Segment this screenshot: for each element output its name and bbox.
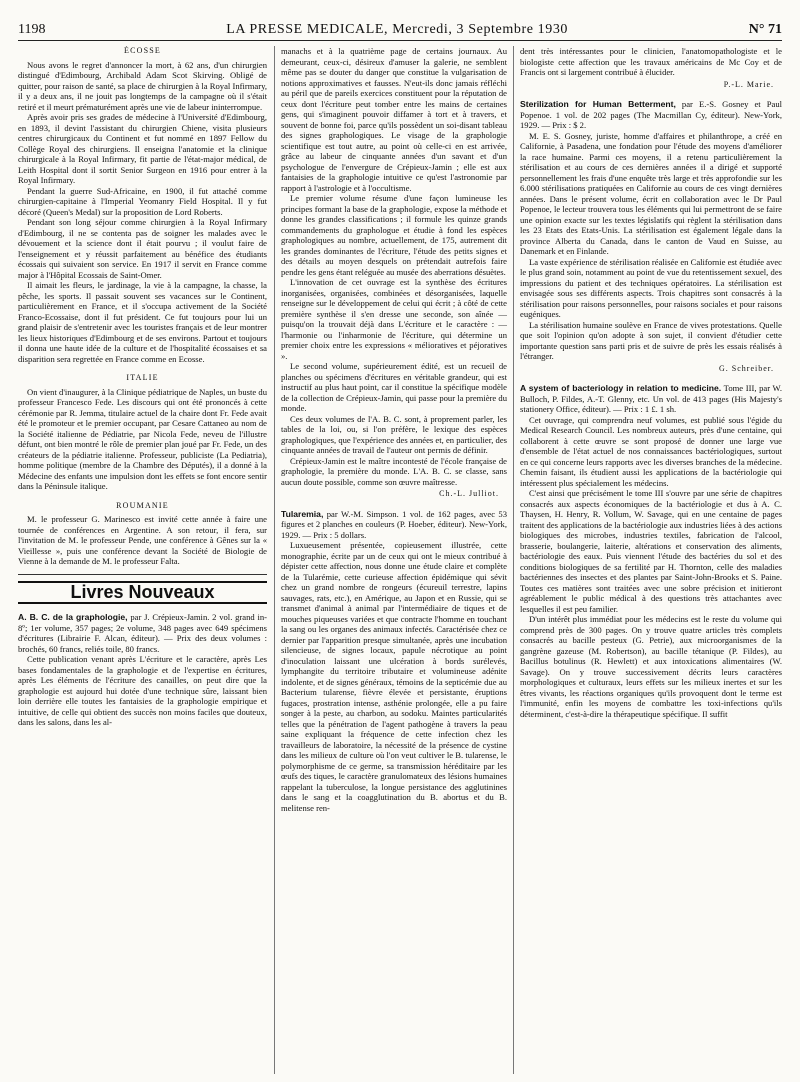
paragraph: L'innovation de cet ouvrage est la synthèse des écritures inorganisées, organisées, combinées et désorganisées, laquelle renseigne sur le développement de celui qui écrit ; à côté de cette première synthèse il s'en dresse une seconde, son aînée — puisqu'on la trouvait déjà dans L'écriture et le caractère : — l'harmonie ou l'inharmonie de l'écriture, qui détermine un premier choix entre les expressions « mélioratives et péjoratives ». (281, 277, 507, 361)
book-entry-heading (281, 509, 507, 541)
review-signature: Ch.-L. Julliot. (439, 489, 499, 498)
page-header (18, 14, 782, 41)
paragraph: D'un intérêt plus immédiat pour les médecins est le reste du volume qui comprend près de 300 pages. On y trouve quatre articles très complets consacrés au bacille pesteux (G. Petrie), aux microorganismes de la gangrène gazeuse (M. Robertson), au bacille tétanique (P. Fildes), au Bacillus botulinus (R. Hewlett) et aux intoxications alimentaires (W. Savage). On y trouve successivement décrits leurs caractères morphologiques et culturaux, leurs effets sur les milieux inertes et sur les êtres vivants, les réactions organiques qu'ils provoquent dont le terme est l'immunité, enfin les moyens de combattre les toxi-infections qu'ils déterminent, c'est-à-dire la thérapeutique spécifique. Il suffit (520, 614, 782, 719)
divider (18, 574, 267, 575)
section-title-livres-nouveaux: Livres Nouveaux (18, 581, 267, 605)
paragraph: Cette publication venant après L'écriture et le caractère, après Les bases fondamentales de la graphologie et de l'expertise en écritures, après Les éléments de l'écriture des canailles, on peut dire que la graphologie est aujourd hui dotée d'une technique sûre, laissant bien loin derrière elle toutes les fantaisies de la graphologie empirique et intuitive, de celle qui obtient des succès non moins faciles que douteux, dans les salons, dans les al- (18, 654, 267, 727)
section-heading-italie: ITALIE (126, 373, 159, 382)
paragraph: Nous avons le regret d'annoncer la mort, à 62 ans, d'un chirurgien distingué d'Edimbourg, Archibald Adam Scot Skirving. Obligé de quitter, pour raison de santé, sa place de chirurgien à la Royal Infirmary, il y a deux ans, il ne jouit pas longtemps de la campagne où il s'était retiré et il meurt prématurément après une vie de labeur ininterrompue. (18, 59, 267, 112)
paragraph: Luxueusement présentée, copieusement illustrée, cette monographie, écrite par un de ceux qui ont le mieux contribué à dépister cette affection, nous donne une étude claire et complète de la Tularémie, cette curieuse affection épidémique qui sévit chez un grand nombre de rongeurs (écureuil terrestre, lapins sauvages, rats, etc.), en Amérique, au Japon et en Russie, qui se transmet d'animal à animal par l'intermédiaire de tiques et de mouches piqueuses variées et que contracte l'homme en touchant la sang ou les organes des animaux infectés. Caractérisée chez ce dernier par l'apparition presque simultanée, après une incubation silencieuse, de signes locaux, papule nécrotique au point d'inoculation laissant une ulcération à bords surélevés, lymphangite du territoire tributaire et volumineuse adénite indolente, et de signes généraux, témoins de la septicémie due au Bacterium tularense, fièvre élevée et persistante, éruptions fugaces, prostration intense, asthénie prolongée, elle a pu faire songer à la peste, au charbon, au sodoku. Maintes particularités telles que la pénétration de l'agent pathogène à travers la peau saine expliquant la fréquence de cette infection chez les travailleurs de laboratoire, la nécessité de la présence de cystine dans les milieux de culture où l'on veut cultiver le B. tularense, le polymorphisme de ce germe, sa transmission héréditaire par les œufs des tiques, le caractère granulomateux des lésions humaines rappelant la tuberculose, la longue persistance des agglutinines dans le sang et la coagglutination du B. abortus et du B. melitense ren- (281, 540, 507, 813)
book-title: Sterilization for Human Betterment, (520, 99, 676, 109)
section-heading-ecosse: ÉCOSSE (124, 46, 161, 55)
publication-title: LA PRESSE MEDICALE, Mercredi, 3 Septembre 1930 (226, 22, 569, 37)
paragraph: Après avoir pris ses grades de médecine à l'Université d'Edimbourg, en 1893, il devint l'assistant du chirurgien Chiene, visita plusieurs centres chirurgicaux du Continent et fut nommé en 1897 Fellow du Collège Royal des chirurgiens. Il enseigna l'anatomie et la clinique chirurgicale à la Royal Infirmary, fit partie de l'état-major médical, de Leith Hospital dont il sortit Senior Surgeon en 1916 pour entrer à la Royal Infirmary. (18, 112, 267, 185)
paragraph: Le second volume, supérieurement édité, est un recueil de planches ou spécimens d'écritures en véritable grandeur, qui est instructif au plus haut point, car il constitue la spécifique modèle de la collection de Crépieux-Jamin, qui passe pour la première du monde. (281, 361, 507, 413)
paragraph: C'est ainsi que précisément le tome III s'ouvre par une série de chapitres consacrés aux aspects économiques de la bactériologie et dus à A. C. Thaysen, H. Henry, R. Vollum, W. Savage, qui en une centaine de pages traitent des applications de la bactériologie aux industries liées à des actions biologiques des microbes, industries textiles, fabrication de l'alcool, brasserie, boulangerie, laiterie, altérations et conservation des aliments, bactériologie des eaux. Puis viennent l'étude des bactéries du sol et des conditions biologiques de sa fertilité par H. Thornton, celle des maladies bactériennes des insectes et des plantes par Saint-John-Brooks et S. Paine. Toutes ces matières sont traitées avec une sobre précision et initieront agréablement le public médical à des questions très attachantes avec lesquelles il est peu familier. (520, 488, 782, 614)
column-rule (513, 46, 514, 1074)
paragraph: Le premier volume résume d'une façon lumineuse les principes formant la base de la graphologie, expose la méthode et donne les grandes classifications ; il formule les quinze grands commandements du graphologue et étudie à fond les espèces graphologiques au nombre, actuellement, de 175, autrement dit les grandes dominantes de l'écriture, l'étude des petits signes et des détails au moyen desquels on prétendait autrefois faire pendre les gens étant reléguée au musée des aberrations désuètes. (281, 193, 507, 277)
book-entry-heading (520, 383, 782, 415)
paragraph: Crépieux-Jamin est le maître incontesté de l'école française de graphologie, la première du monde. L'A. B. C. se classe, sans aucun doute possible, comme son œuvre maîtresse. (281, 455, 507, 487)
paragraph: Pendant son long séjour comme chirurgien à la Royal Infirmary d'Edimbourg, il ne se contenta pas de soigner les malades avec le dévouement et la science dont il était pourvu ; il voulut faire de l'enseignement et y réussit parfaitement au bénéfice des étudiants écossais qui suivaient son service. En 1917 il servit en France comme major à l'Hôpital Ecossais de Saint-Omer. (18, 217, 267, 280)
paragraph: dent très intéressantes pour le clinicien, l'anatomopathologiste et le biologiste cette affection que les travaux américains de Mc Coy et de Francis ont si largement contribué à élucider. (520, 46, 782, 77)
paragraph: Ces deux volumes de l'A. B. C. sont, à proprement parler, les tables de la loi, ou, si l'on préfère, le lexique des espèces graphologiques, que l'expérience des années et, en particulier, des cinquante années de travail de l'auteur ont permis de définir. (281, 413, 507, 455)
review-signature: G. Schreiber. (719, 363, 774, 373)
paragraph: Il aimait les fleurs, le jardinage, la vie à la campagne, la chasse, la pêche, les sports. Il passait souvent ses vacances sur le Continent, particulièrement en France, et il s'occupa activement de la Société Franco-Ecossaise, dont il fut président. Ce fut toujours pour lui un grand plaisir de s'entretenir avec les touristes français et de leur montrer les lieux historiques d'Edimbourg et de ses environs. Partout et toujours il donna une haute idée de la culture et de l'hospitalité écossaises et sa disparition sera regrettée en France comme en Ecosse. (18, 280, 267, 364)
book-title: A. B. C. de la graphologie, (18, 612, 128, 622)
column-middle (281, 46, 507, 1076)
paragraph: M. le professeur G. Marinesco est invité cette année à faire une tournée de conférences en Argentine. A son retour, il fera, sur l'invitation de M. le professeur Pende, une conférence à Gênes sur la « Vieillesse », puis une conférence devant la Société de Biologie de Vienne à la demande de M. le professeur Falta. (18, 514, 267, 566)
paragraph: Pendant la guerre Sud-Africaine, en 1900, il fut attaché comme chirurgien-capitaine à l'Imperial Yeomanry Field Hospital. Il y fut décoré (Queen's Medal) sur la proposition de Lord Roberts. (18, 185, 267, 217)
book-reference: par J. Crépieux-Jamin. 2 vol. grand in-8º; 1er volume, 357 pages; 2e volume, 348 pages avec 649 spécimens d'écritures (Librairie F. Alcan, éditeur). — Prix des deux volumes : brochés, 60 francs, reliés toile, 80 francs. (18, 612, 267, 654)
book-reference: Tome III, par W. Bulloch, P. Fildes, A.-T. Glenny, etc. Un vol. de 413 pages (His Majesty's stationery Office, éditeur). — Prix : 1 £. 1 sh. (520, 383, 782, 414)
book-reference: par E.-S. Gosney et Paul Popenoe. 1 vol. de 202 pages (The Macmillan Cy, éditeur). New-York, 1929. — Prix : $ 2. (520, 99, 782, 130)
book-title: Tularemia, (281, 508, 324, 519)
paragraph: Cet ouvrage, qui comprendra neuf volumes, est publié sous l'égide du Medical Research Council. Les nombreux auteurs, près d'une centaine, qui collaborent à cette œuvre se sont proposé de donner une large vue d'ensemble de l'état actuel de nos connaissances bactériologiques, surtout en ce qui concerne leurs rapports avec les diverses branches de la médecine. Chemin faisant, ils étudient aussi les applications de la bactériologie qui intéressent plus spécialement les médecins. (520, 414, 782, 488)
paragraph: La stérilisation humaine soulève en France de vives protestations. Quelle que soit l'opinion qu'on adopte à son sujet, il convient d'étudier cette importante question sans parti pris et de suivre de près les essais réalisés à l'étranger. (520, 319, 782, 361)
paragraph: manachs et à la quatrième page de certains journaux. Au demeurant, ceux-ci, désireux d'amuser la galerie, ne semblent même pas se douter du danger que constitue la vulgarisation de notions approximatives et fausses. N'eut-ils donc jamais réfléchi au péril que de pareils exercices constituent pour la réputation de ceux dont l'écriture peut tomber entre les mains de certaines gens, qui s'imaginent pouvoir diffamer à tort et à travers, et souvent de bonne foi, parce qu'ils possèdent un soi-disant tableau des signes graphologiques. Le visage de la graphologie scientifique est tout autre, au point où celle-ci en est arrivée, grâce au labeur de cinquante années d'un savant et d'un psychologue de l'envergure de Crépieux-Jamin ; elle est aux fantaisies de la graphologie intuitive ce qu'est l'astronomie par rapport à l'astrologie et à l'occultisme. (281, 46, 507, 193)
column-left (18, 46, 267, 1076)
book-reference: par W.-M. Simpson. 1 vol. de 162 pages, avec 53 figures et 2 planches en couleurs (P. Hoeber, éditeur). New-York, 1929. — Prix : 5 dollars. (281, 508, 507, 540)
column-right (520, 46, 782, 1076)
book-title: A system of bacteriology in relation to medicine. (520, 383, 722, 393)
section-heading-roumanie: ROUMANIE (116, 500, 169, 510)
review-signature: P.-L. Marie. (723, 79, 774, 89)
paragraph: M. E. S. Gosney, juriste, homme d'affaires et philanthrope, a créé en Californie, à Pasadena, une fondation pour l'étude des moyens d'améliorer la race humaine. Parmi ces moyens, il a retenu particulièrement la stérilisation et au cours de ces dernières années il a dirigé et supporté personnellement les frais d'une enquête très large et très approfondie sur les 6.000 stérilisations pratiquées en Californie au cours de ces vingt dernières années. Dans le présent volume, écrit en collaboration avec le Dr Paul Popenoe, le lecteur trouvera tous les éléments qui lui permettront de se faire une opinion exacte sur les textes législatifs qui règlent la stérilisation dans les 23 Etats des Etats-Unis. La stérilisation est également légale dans la province Alberta du Canada, dans le canton de Vaud en Suisse, au Danemark et en Finlande. (520, 130, 782, 256)
paragraph: On vient d'inaugurer, à la Clinique pédiatrique de Naples, un buste du professeur Francesco Fede. Les discours qui ont été prononcés à cette cérémonie par R. Jemma, titulaire actuel de la chaire dont Fr. Fede avait été le promoteur et le premier occupant, par Cesare Cattaneo au nom de la Société italienne de Pédiatrie, par Nicola Fede, neveu de l'illustre défunt, ont bien montré le rôle de premier plan joué par Fr. Fede, un des créateurs de la pédiatrie italienne. Professeur, publiciste (La Pediatria), homme politique (membre de la Chambre des Députés), il a donné à la Médecine des enfants une impulsion dont les effets se font encore sentir dans la Péninsule italique. (18, 386, 267, 491)
book-entry-heading (520, 99, 782, 131)
page-number: 1198 (18, 22, 46, 37)
column-rule (274, 46, 275, 1074)
paragraph: La vaste expérience de stérilisation réalisée en Californie est étudiée avec le plus grand soin, notamment au point de vue du retentissement sexuel, des impressions du patient et des techniques opératoires. La stérilisation est envisagée sous ses différents aspects. Trois chapitres sont consacrés à la stérilisation pour raisons personnelles, pour raisons sociales et pour raisons eugéniques. (520, 256, 782, 319)
issue-number: N° 71 (748, 22, 782, 37)
book-entry-heading (18, 612, 267, 654)
